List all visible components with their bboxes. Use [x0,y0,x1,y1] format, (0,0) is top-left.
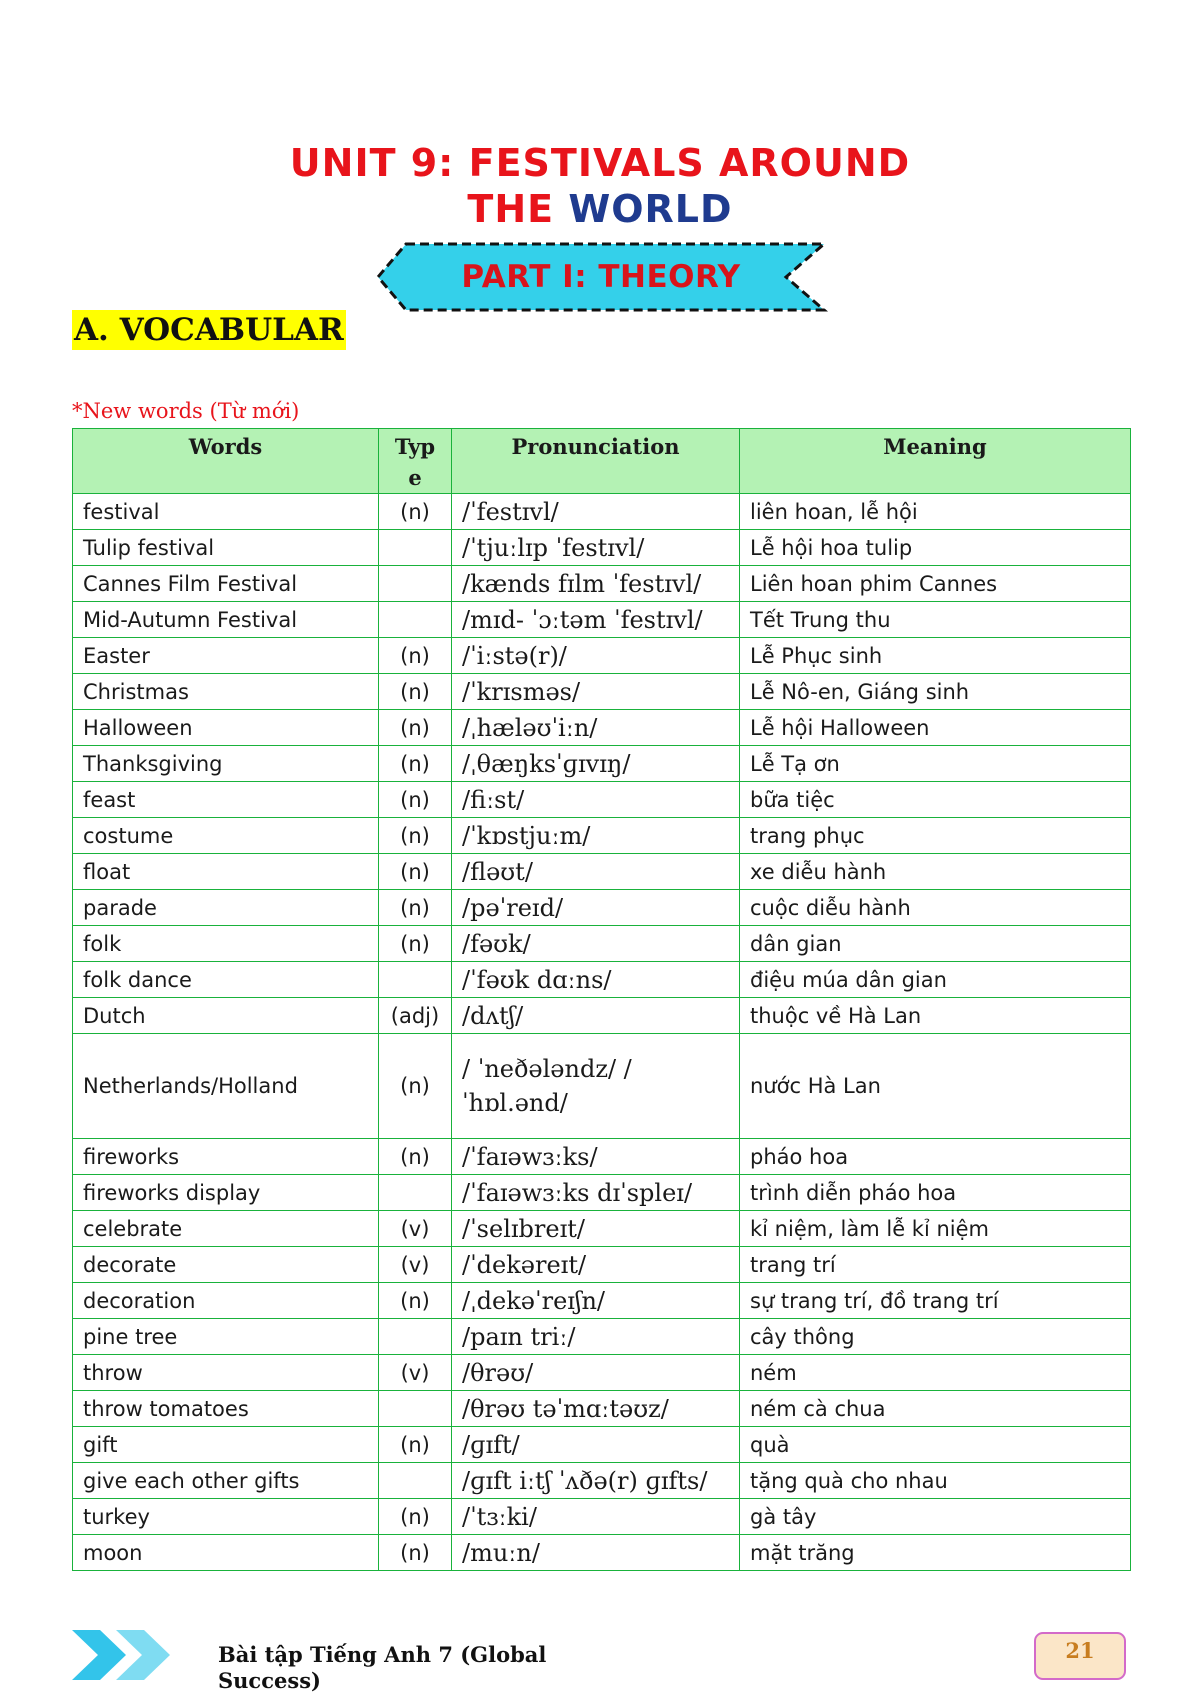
cell-pronunciation: /ˈtɜːki/ [452,1499,740,1535]
title-cut-blue: WORLD [568,187,733,231]
cell-meaning: cuộc diễu hành [740,890,1131,926]
header-type [379,429,452,494]
cell-meaning: quà [740,1427,1131,1463]
cell-word: moon [73,1535,379,1571]
cell-type: (n) [379,1499,452,1535]
cell-word: decoration [73,1283,379,1319]
cell-meaning: điệu múa dân gian [740,962,1131,998]
cell-word: Cannes Film Festival [73,566,379,602]
cell-word: Easter [73,638,379,674]
table-row [73,1034,1131,1139]
page-number: 21 [1034,1632,1126,1680]
cell-word: Mid-Autumn Festival [73,602,379,638]
cell-pronunciation: /ˈfaɪəwɜːks/ [452,1139,740,1175]
header-meaning: Meaning [740,429,1131,494]
cell-pronunciation: /ˈtjuːlɪp ˈfestɪvl/ [452,530,740,566]
cell-meaning: mặt trăng [740,1535,1131,1571]
cell-meaning: nước Hà Lan [740,1034,1131,1139]
cell-word: feast [73,782,379,818]
cell-meaning: kỉ niệm, làm lễ kỉ niệm [740,1211,1131,1247]
cell-meaning: pháo hoa [740,1139,1131,1175]
cell-pronunciation: /ˌhæləʊˈiːn/ [452,710,740,746]
cell-pronunciation: /kænds fɪlm ˈfestɪvl/ [452,566,740,602]
cell-meaning: Lễ Nô-en, Giáng sinh [740,674,1131,710]
cell-meaning: gà tây [740,1499,1131,1535]
table-row [73,1211,1131,1247]
header-type-label: Typ e [394,434,436,490]
cell-word: folk [73,926,379,962]
cell-pronunciation: /dʌtʃ/ [452,998,740,1034]
cell-pronunciation: /fiːst/ [452,782,740,818]
cell-word: Christmas [73,674,379,710]
cell-pronunciation: /mɪd- ˈɔːtəm ˈfestɪvl/ [452,602,740,638]
cell-type: (n) [379,1427,452,1463]
vocabulary-table [72,428,1131,1571]
cell-pronunciation: /ˈfestɪvl/ [452,494,740,530]
cell-type: (adj) [379,998,452,1034]
cell-type: (n) [379,818,452,854]
cell-type: (n) [379,854,452,890]
cell-meaning: Lễ hội hoa tulip [740,530,1131,566]
table-row [73,1319,1131,1355]
table-row [73,494,1131,530]
cell-meaning: trang trí [740,1247,1131,1283]
table-row [73,1463,1131,1499]
double-chevron-right-icon [72,1630,182,1684]
cell-type: (v) [379,1211,452,1247]
table-row [73,818,1131,854]
part-banner [376,242,826,312]
section-heading: A. VOCABULAR [74,312,344,348]
cell-pronunciation: /ˈdekəreɪt/ [452,1247,740,1283]
cell-type: (n) [379,638,452,674]
cell-meaning: Lễ Phục sinh [740,638,1131,674]
cell-pronunciation: /ˌθæŋksˈɡɪvɪŋ/ [452,746,740,782]
table-row [73,602,1131,638]
cell-type: (n) [379,710,452,746]
cell-pronunciation: /ˈkɒstjuːm/ [452,818,740,854]
header-words: Words [73,429,379,494]
table-row [73,710,1131,746]
cell-meaning: Liên hoan phim Cannes [740,566,1131,602]
cell-pronunciation: /ɡɪft iːtʃ ˈʌðə(r) ɡɪfts/ [452,1463,740,1499]
new-words-subheading: *New words (Từ mới) [72,399,300,423]
cell-meaning: ném [740,1355,1131,1391]
cell-meaning: ném cà chua [740,1391,1131,1427]
cell-word: costume [73,818,379,854]
cell-word: fireworks display [73,1175,379,1211]
cell-meaning: Tết Trung thu [740,602,1131,638]
cell-meaning: trang phục [740,818,1131,854]
table-row [73,1535,1131,1571]
cell-type: (n) [379,1034,452,1139]
cell-meaning: cây thông [740,1319,1131,1355]
cell-pronunciation: /ˈfaɪəwɜːks dɪˈspleɪ/ [452,1175,740,1211]
cell-pronunciation: /fləʊt/ [452,854,740,890]
cell-type [379,1319,452,1355]
cell-word: Netherlands/Holland [73,1034,379,1139]
table-row [73,890,1131,926]
cell-word: parade [73,890,379,926]
table-row [73,1499,1131,1535]
cell-word: fireworks [73,1139,379,1175]
cell-type [379,1463,452,1499]
cell-type: (n) [379,494,452,530]
header-pronunciation: Pronunciation [452,429,740,494]
cell-type: (n) [379,1535,452,1571]
unit-title: UNIT 9: FESTIVALS AROUND [289,141,911,185]
table-row [73,674,1131,710]
cell-word: Thanksgiving [73,746,379,782]
cell-word: throw tomatoes [73,1391,379,1427]
table-header-row [73,429,1131,494]
table-body [73,494,1131,1571]
cell-pronunciation: /θrəʊ təˈmɑːtəʊz/ [452,1391,740,1427]
table-row [73,638,1131,674]
cell-meaning: Lễ Tạ ơn [740,746,1131,782]
cell-type: (n) [379,782,452,818]
cell-pronunciation: /ˈkrɪsməs/ [452,674,740,710]
cell-type [379,566,452,602]
table-row [73,1247,1131,1283]
cell-word: pine tree [73,1319,379,1355]
cell-pronunciation: /ɡɪft/ [452,1427,740,1463]
cell-pronunciation: /fəʊk/ [452,926,740,962]
part-banner-label: PART I: THEORY [461,259,741,295]
cell-pronunciation: /ˌdekəˈreɪʃn/ [452,1283,740,1319]
cell-pronunciation: /paɪn triː/ [452,1319,740,1355]
cell-type [379,1391,452,1427]
cell-word: decorate [73,1247,379,1283]
cell-type: (n) [379,890,452,926]
table-row [73,1427,1131,1463]
cell-meaning: sự trang trí, đồ trang trí [740,1283,1131,1319]
table-row [73,1283,1131,1319]
table-row [73,1139,1131,1175]
cell-word: Dutch [73,998,379,1034]
cell-type: (v) [379,1355,452,1391]
cell-type: (n) [379,1139,452,1175]
table-row [73,998,1131,1034]
cell-type [379,530,452,566]
cell-word: float [73,854,379,890]
cell-meaning: xe diễu hành [740,854,1131,890]
cell-meaning: dân gian [740,926,1131,962]
table-row [73,566,1131,602]
book-title: Bài tập Tiếng Anh 7 (Global Success) [218,1642,547,1693]
cell-meaning: trình diễn pháo hoa [740,1175,1131,1211]
table-row [73,926,1131,962]
cell-meaning: liên hoan, lễ hội [740,494,1131,530]
cell-meaning: thuộc về Hà Lan [740,998,1131,1034]
table-row [73,530,1131,566]
cell-pronunciation: /muːn/ [452,1535,740,1571]
cell-word: turkey [73,1499,379,1535]
cell-word: Tulip festival [73,530,379,566]
table-row [73,962,1131,998]
cell-type [379,602,452,638]
cell-word: Halloween [73,710,379,746]
cell-type: (n) [379,746,452,782]
cell-word: folk dance [73,962,379,998]
title-cut-red: THE [467,187,555,231]
cell-word: give each other gifts [73,1463,379,1499]
cell-word: throw [73,1355,379,1391]
table-row [73,1355,1131,1391]
table-row [73,782,1131,818]
table-row [73,1175,1131,1211]
cell-pronunciation: /ˈfəʊk dɑːns/ [452,962,740,998]
unit-title-continuation [0,186,1200,232]
cell-meaning: bữa tiệc [740,782,1131,818]
cell-type [379,962,452,998]
cell-type: (n) [379,926,452,962]
table-row [73,854,1131,890]
cell-type: (n) [379,674,452,710]
cell-pronunciation: /θrəʊ/ [452,1355,740,1391]
cell-word: festival [73,494,379,530]
table-row [73,1391,1131,1427]
cell-pronunciation: /pəˈreɪd/ [452,890,740,926]
cell-type: (n) [379,1283,452,1319]
cell-pronunciation: /ˈiːstə(r)/ [452,638,740,674]
unit-title-block [0,140,1200,231]
cell-meaning: tặng quà cho nhau [740,1463,1131,1499]
cell-type [379,1175,452,1211]
cell-word: gift [73,1427,379,1463]
cell-meaning: Lễ hội Halloween [740,710,1131,746]
table-row [73,746,1131,782]
cell-pronunciation: /ˈselɪbreɪt/ [452,1211,740,1247]
cell-word: celebrate [73,1211,379,1247]
cell-pronunciation: / ˈneðələndz/ / ˈhɒl.ənd/ [452,1034,740,1139]
cell-type: (v) [379,1247,452,1283]
